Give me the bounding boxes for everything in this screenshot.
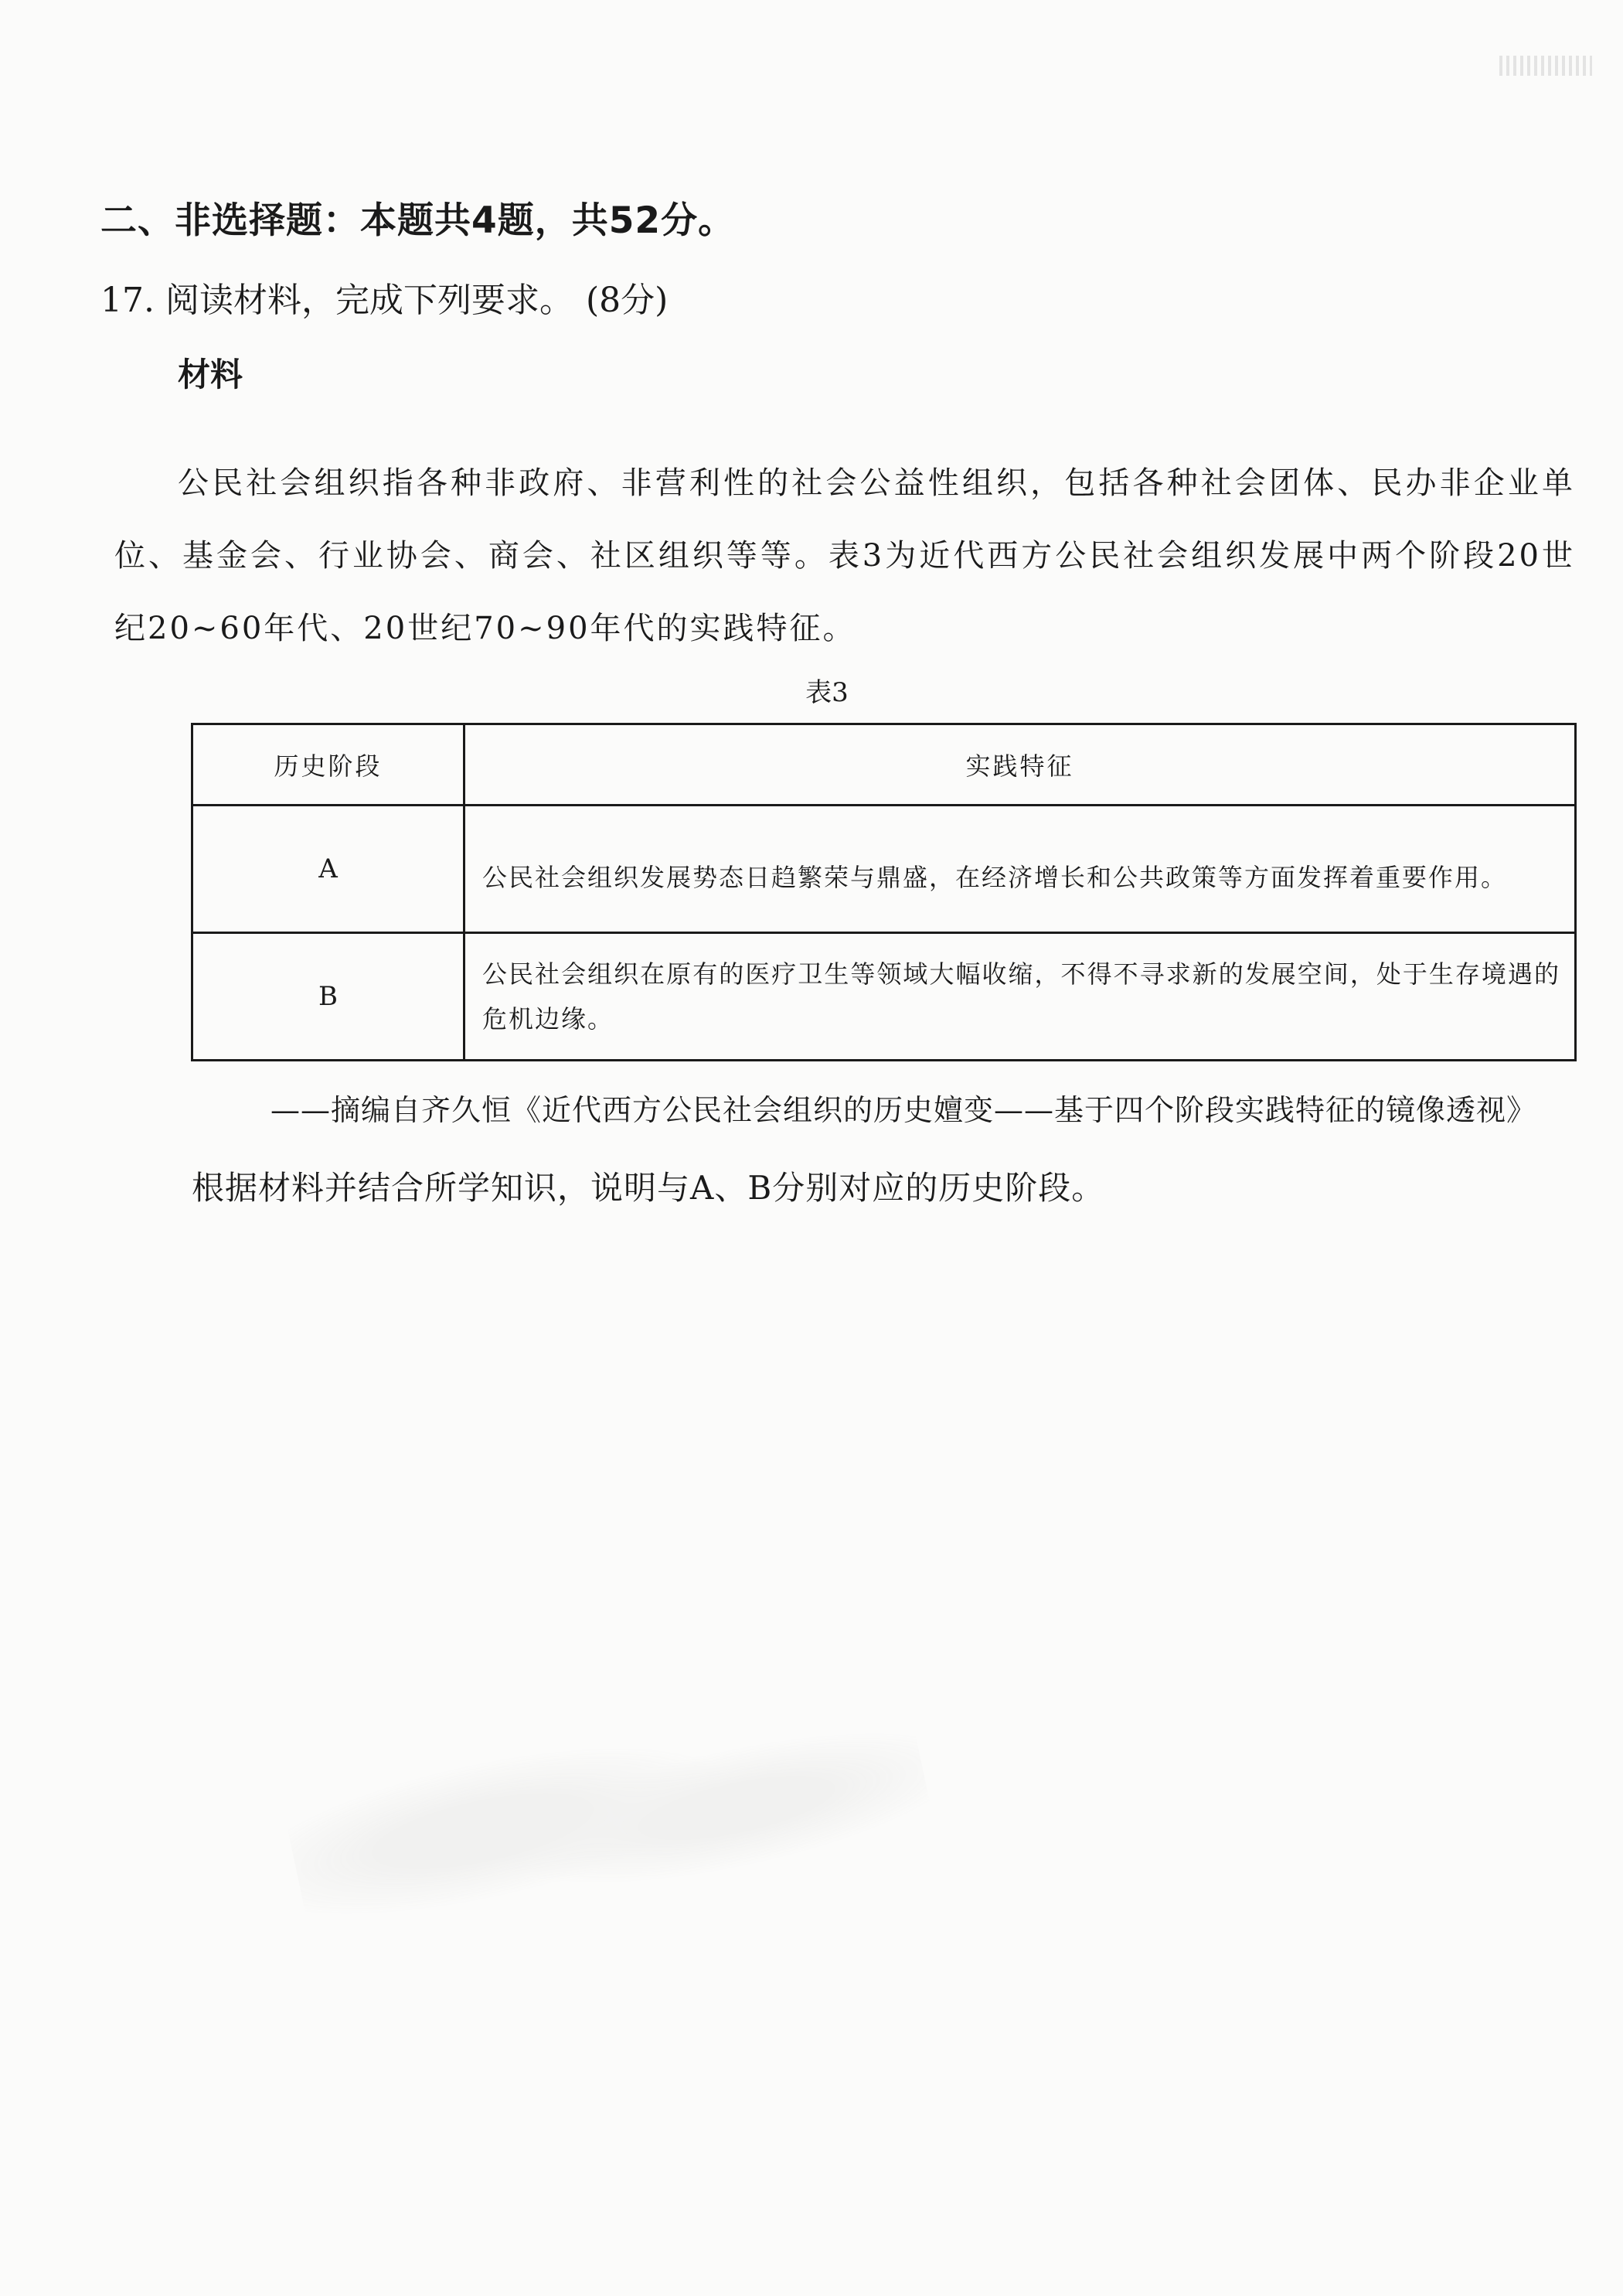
header-practice-feature: 实践特征 [464,724,1576,806]
source-citation: ——摘编自齐久恒《近代西方公民社会组织的历史嬗变——基于四个阶段实践特征的镜像透视》 [270,1093,1537,1127]
question-instruction: 阅读材料，完成下列要求。 [165,281,573,320]
table-row [192,933,1576,1061]
stage-cell: A [192,806,464,933]
question-line [100,272,668,322]
stage-feature-table [191,723,1577,1061]
table-row [192,806,1576,933]
stage-cell: B [192,933,464,1061]
corner-scan-mark [1499,56,1592,76]
material-paragraph: 公民社会组织指各种非政府、非营利性的社会公益性组织，包括各种社会团体、民办非企业单位、基金会、行业协会、商会、社区组织等等。表3为近代西方公民社会组织发展中两个阶段20世纪20~60年代、20世纪70~90年代的实践特征。 [114,465,1575,646]
feature-cell: 公民社会组织在原有的医疗卫生等领域大幅收缩，不得不寻求新的发展空间，处于生存境遇的危机边缘。 [464,933,1576,1061]
question-score: (8分) [585,281,669,320]
table-caption: 表3 [805,677,849,708]
table-header-row [192,724,1576,806]
question-number: 17. [100,281,155,320]
question-prompt: 根据材料并结合所学知识，说明与A、B分别对应的历史阶段。 [192,1169,1105,1207]
header-history-stage: 历史阶段 [192,724,464,806]
material-label: 材料 [178,356,243,393]
faded-watermark [280,1661,941,1989]
section-heading: 二、非选择题：本题共4题，共52分。 [100,199,736,242]
feature-cell: 公民社会组织发展势态日趋繁荣与鼎盛，在经济增长和公共政策等方面发挥着重要作用。 [464,806,1576,933]
